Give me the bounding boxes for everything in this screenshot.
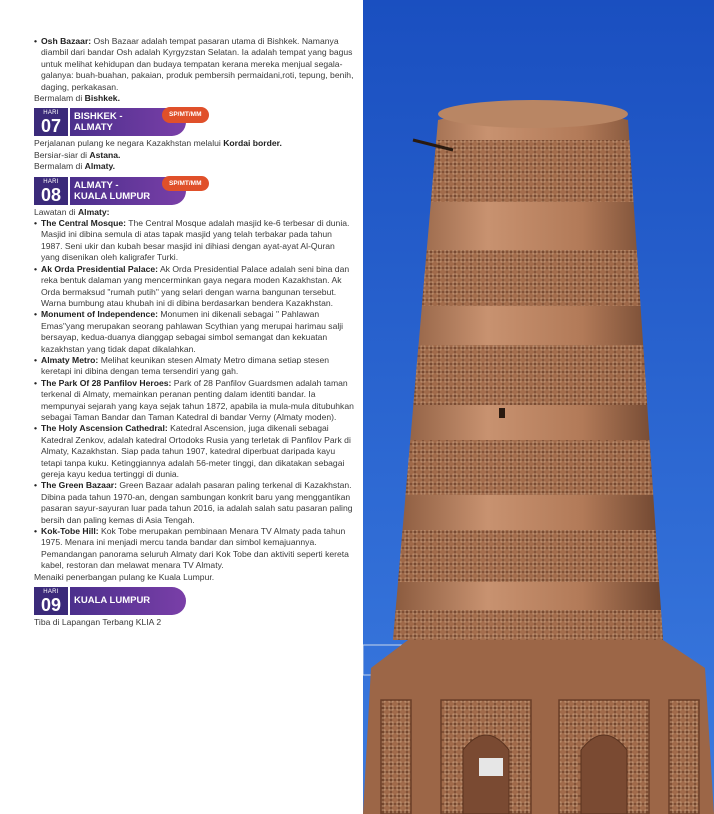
- item-title: Kok-Tobe Hill:: [41, 526, 99, 537]
- meal-badge: SP/MT/MM: [162, 176, 209, 191]
- day-label: HARI: [43, 178, 59, 185]
- item-title: Ak Orda Presidential Palace:: [41, 263, 159, 274]
- bullet: •: [34, 36, 38, 46]
- list-item: • The Green Bazaar: Green Bazaar adalah pasaran paling terkenal di Kazakhstan. Dibina pada tahun 1970-an, dengan sambungan konkrit baru yang menggantikan pasaran sayur-sayuran luar pada tahun 2016, ia adalah salah satu pasaran paling bersih dan paling kemas di Asia Tengah.: [34, 480, 353, 525]
- list-item: • The Central Mosque: The Central Mosque adalah masjid ke-6 terbesar di dunia. Masjid ini dibina semula di atas tapak masjid yang telah terbakar pada tahun 1987. Seni ukir dan kubah besar masjid ini dihiasi dengan ayat-ayat Al-Quran yang disenikan oleh kaligrafer Turki.: [34, 218, 350, 263]
- item-title: Almaty Metro:: [41, 354, 99, 365]
- list-item: [34, 36, 354, 93]
- day8-closing: Menaiki penerbangan pulang ke Kuala Lumpur.: [34, 571, 215, 582]
- item-text: Monumen ini dikenali sebagai " Pahlawan Emas"yang merupakan seorang pahlawan Scythian yang merupai harimau salji bersayap, kedua-duanya dianggap sebagai simbol semangat dan kekuatan kazakhstan yang tidak dapat dikalahkan.: [41, 309, 344, 354]
- item-text: Melihat keunikan stesen Almaty Metro dimana setiap stesen keretapi ini dibina dengan tema tersendiri yang gah.: [41, 354, 330, 377]
- day-header-07: [34, 108, 354, 136]
- day9-text: Tiba di Lapangan Terbang KLIA 2: [34, 617, 162, 628]
- item-title: The Central Mosque:: [41, 218, 126, 229]
- list-item: • Kok-Tobe Hill: Kok Tobe merupakan pembinaan Menara TV Almaty pada tahun 1975. Menara ini menjadi mercu tanda bandar dan simbol kemajuannya. Pemandangan panorama seluruh Almaty dari Kok Tobe dan aktiviti seperti kereta kabel, restoran dan melawat menara TV Almaty.: [34, 526, 349, 571]
- item-text: Kok Tobe merupakan pembinaan Menara TV Almaty pada tahun 1975. Menara ini menjadi mercu tanda bandar dan simbol kemajuannya. Pemandangan panorama seluruh Almaty dari Kok Tobe dan aktiviti seperti kereta kabel, restoran dan melawat menara TV Almaty.: [41, 526, 349, 571]
- day-title: ALMATY - KUALA LUMPUR: [70, 177, 186, 205]
- day-header-09: [34, 587, 354, 615]
- window-slot: [499, 408, 505, 418]
- item-title: The Park Of 28 Panfilov Heroes:: [41, 377, 172, 388]
- day-label: HARI: [43, 589, 59, 596]
- list-item: • Almaty Metro: Melihat keunikan stesen Almaty Metro dimana setiap stesen keretapi ini dibina dengan tema tersendiri yang gah.: [34, 354, 330, 377]
- tower-base: [363, 640, 714, 814]
- day-number: 08: [40, 184, 62, 205]
- list-item: • The Holy Ascension Cathedral: Katedral Ascension, juga dikenali sebagai Katedral Zenkov, adalah katedral Ortodoks Rusia yang terletak di Panfilov Park di Almaty, Kazakhstan. Siap pada tahun 1907, katedral diperbuat daripada kayu tetapi tanpa kuku. Ketinggiannya adalah 56-meter tinggi, dan dikatakan sebagai gereja kayu kedua tertinggi di dunia.: [34, 423, 351, 479]
- item-text: Green Bazaar adalah pasaran paling terkenal di Kazakhstan. Dibina pada tahun 1970-an, dengan sambungan konkrit baru yang menggantikan pasaran sayur-sayuran luar pada tahun 2016, ia adalah salah satu pasaran paling bersih dan paling kemas di Asia Tengah.: [41, 480, 353, 525]
- burana-tower-photo: [363, 0, 714, 814]
- list-item: • The Park Of 28 Panfilov Heroes: Park of 28 Panfilov Guardsmen adalah taman terkenal di Almaty, memainkan peranan penting dalam identiti bandar. Ia mempunyai sejarah yang kaya sejak tahun 1872, apabila ia mula-mula ditubuhkan sebagai Taman Bandar dan Taman Katedral di bandar Verny (Almaty moden).: [34, 377, 354, 422]
- day-title: KUALA LUMPUR: [70, 587, 186, 615]
- day-number: 07: [40, 116, 62, 137]
- day7-line: Bersiar-siar di Astana.: [34, 149, 121, 160]
- list-item: • Monument of Independence: Monumen ini dikenali sebagai " Pahlawan Emas"yang merupakan seorang pahlawan Scythian yang merupai harimau salji bersayap, kedua-duanya dianggap sebagai simbol semangat dan kekuatan kazakhstan yang tidak dapat dikalahkan.: [34, 309, 344, 354]
- itinerary-column: [34, 36, 354, 628]
- item-title: The Green Bazaar:: [41, 480, 117, 491]
- day-title: BISHKEK - ALMATY: [70, 108, 186, 136]
- info-plaque: [479, 758, 503, 776]
- item-text: Osh Bazaar adalah tempat pasaran utama di Bishkek. Namanya diambil dari bandar Osh adalah Kyrgyzstan Selatan. Ia adalah tempat yang bagus untuk melihat kehidupan dan budaya tempatan kerana mereka menjual segala-galanya: buah-buahan, pakaian, produk pembersih permaidani,roti, tepung, benih, daging, perkakasan.: [41, 36, 354, 92]
- tower-top: [438, 100, 628, 128]
- day7-line: Perjalanan pulang ke negara Kazakhstan melalui Kordai border.: [34, 138, 282, 149]
- day-number-box: [34, 108, 68, 136]
- day-number-box: [34, 587, 68, 615]
- overnight-line: Bermalam di Bishkek.: [34, 93, 120, 104]
- day-header-08: [34, 177, 354, 205]
- item-text: Park of 28 Panfilov Guardsmen adalah taman terkenal di Almaty, memainkan peranan penting dalam identiti bandar. Ia mempunyai sejarah yang kaya sejak tahun 1872, apabila ia mula-mula ditubuhkan sebagai Taman Bandar dan Taman Katedral di bandar Verny (Almaty moden).: [41, 377, 354, 422]
- meal-badge: SP/MT/MM: [162, 107, 209, 122]
- day7-line: Bermalam di Almaty.: [34, 161, 116, 172]
- item-text: The Central Mosque adalah masjid ke-6 terbesar di dunia. Masjid ini dibina semula di atas tapak masjid yang telah terbakar pada tahun 1987. Seni ukir dan kubah besar masjid ini dihiasi dengan ayat-ayat Al-Quran yang disenikan oleh kaligrafer Turki.: [41, 218, 350, 263]
- day-number: 09: [40, 595, 62, 616]
- item-title: Monument of Independence:: [41, 309, 158, 320]
- day-number-box: [34, 177, 68, 205]
- item-text: Ak Orda Presidential Palace adalah seni bina dan reka bentuk dalaman yang mencerminkan gaya negara moden Kazakhstan. Ak Orda bermaksud "rumah putih" yang selari dengan warna bangunan tersebut. Warna bumbung atau khubah ini di dibina berdasarkan bendera Kazakhstan.: [41, 263, 350, 308]
- day8-intro: Lawatan di Almaty:: [34, 206, 110, 217]
- item-title: The Holy Ascension Cathedral:: [41, 423, 168, 434]
- item-title: Osh Bazaar:: [41, 36, 92, 46]
- item-text: Katedral Ascension, juga dikenali sebagai Katedral Zenkov, adalah katedral Ortodoks Rusia yang terletak di Panfilov Park di Almaty, Kazakhstan. Siap pada tahun 1907, katedral diperbuat daripada kayu tetapi tanpa kuku. Ketinggiannya adalah 56-meter tinggi, dan dikatakan sebagai gereja kayu kedua tertinggi di dunia.: [41, 423, 351, 479]
- list-item: • Ak Orda Presidential Palace: Ak Orda Presidential Palace adalah seni bina dan reka bentuk dalaman yang mencerminkan gaya negara moden Kazakhstan. Ak Orda bermaksud "rumah putih" yang selari dengan warna bangunan tersebut. Warna bumbung atau khubah ini di dibina berdasarkan bendera Kazakhstan.: [34, 263, 350, 308]
- day-label: HARI: [43, 110, 59, 117]
